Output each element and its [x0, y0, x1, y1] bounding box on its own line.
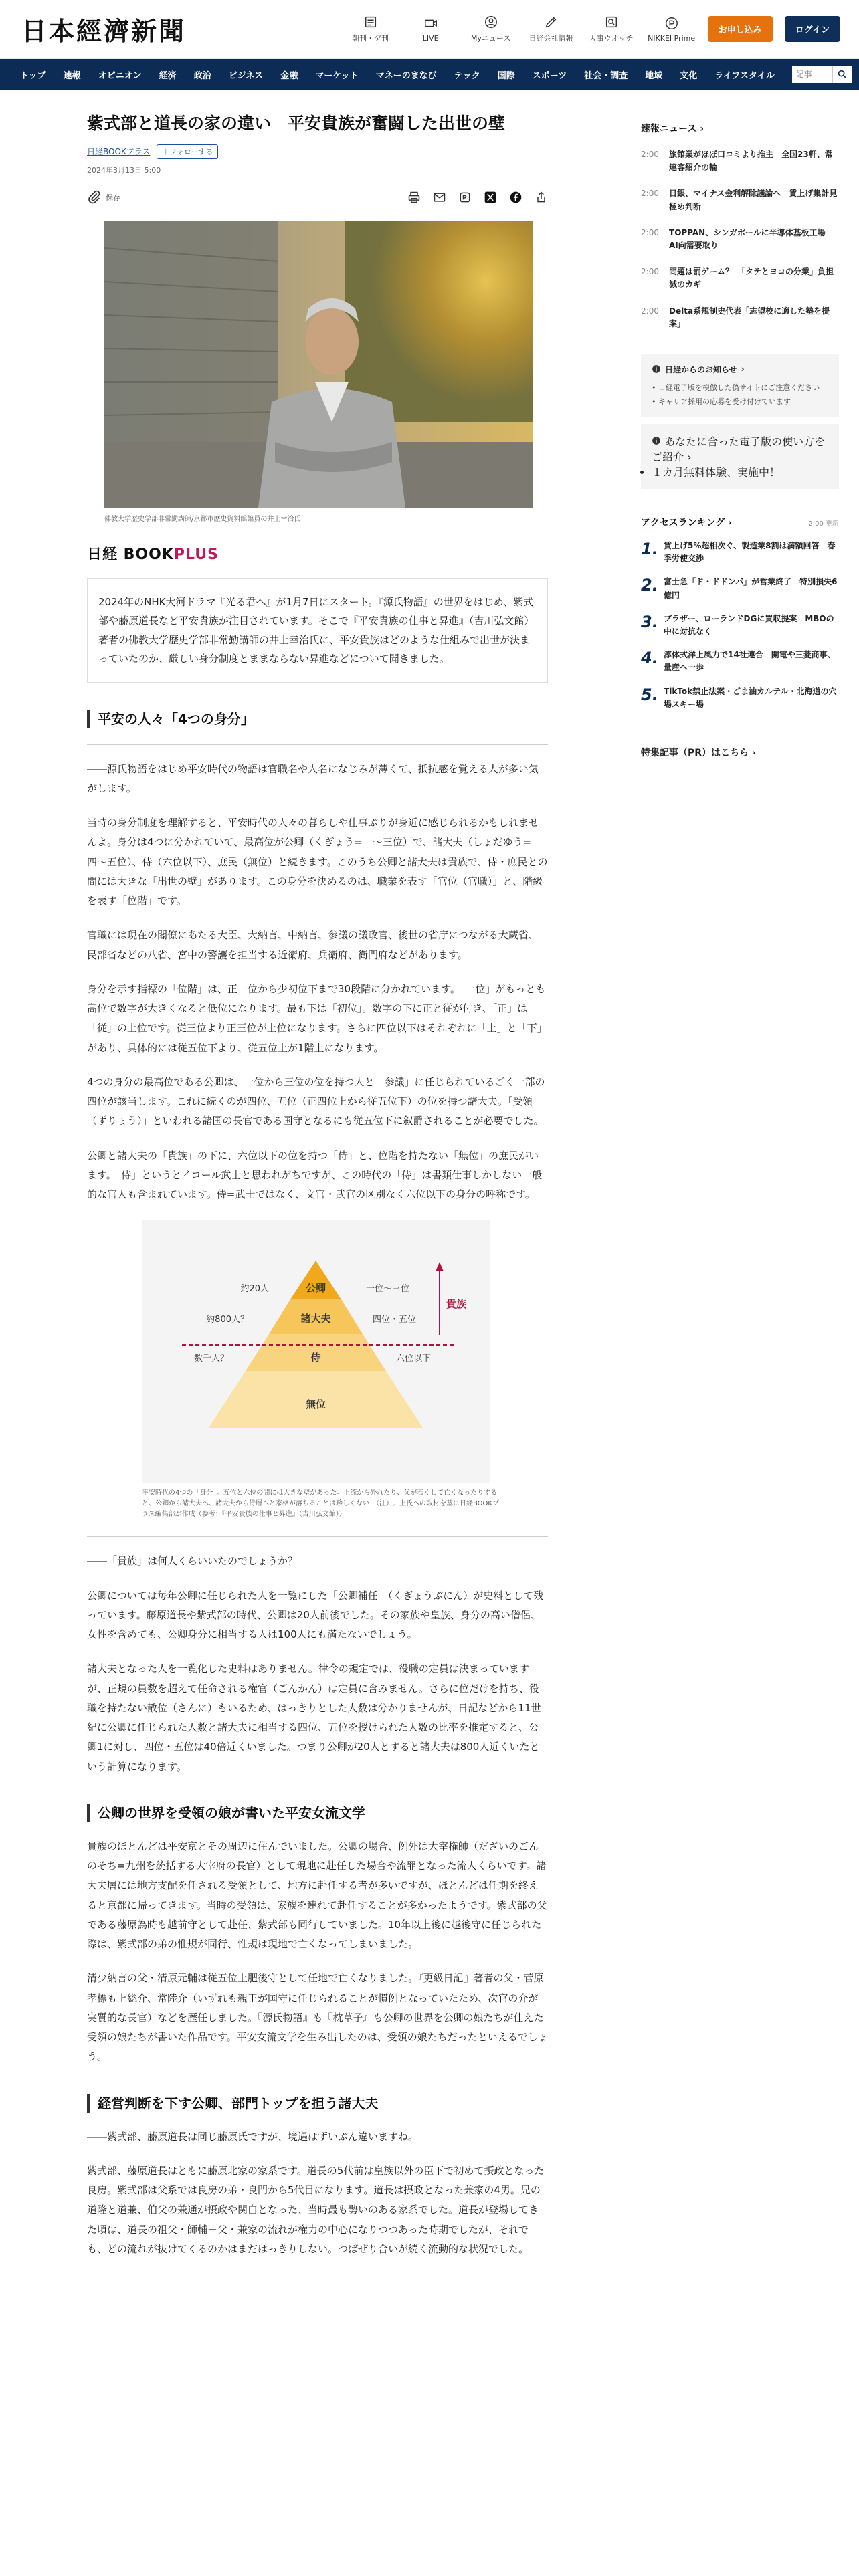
news-headline: 旅館業がほぼ口コミより推主 全国23軒、常連客紹介の輪: [669, 150, 833, 173]
news-time: 2:00: [641, 189, 659, 199]
save-button[interactable]: [87, 190, 120, 205]
nav-item-economy[interactable]: 経済: [159, 70, 177, 81]
newspaper-icon: [363, 15, 378, 29]
fig-mui: 無位: [305, 1398, 326, 1411]
nav-item-sports[interactable]: スポーツ: [532, 70, 567, 81]
news-headline: Delta系規制史代表「志望校に適した塾を提案」: [669, 306, 830, 328]
save-label: 保存: [106, 193, 120, 202]
news-item[interactable]: [641, 187, 839, 213]
fig-range-samurai: 六位以下: [396, 1354, 432, 1364]
body-paragraph: 当時の身分制度を理解すると、平安時代の人々の暮らしや仕事ぶりが身近に感じられるかもしれませんよ。身分は4つに分かれていて、最高位が公卿（くぎょう=一〜三位）で、諸大夫（しょだゆう=四〜五位）、侍（六位以下）、庶民（無位）と続きます。このうち公卿と諸大夫は貴族で、侍・庶民との間には大きな「出世の壁」があります。この身分を決めるのは、職業を表す「官位（官職）」と、階級を表す「位階」です。: [87, 817, 548, 907]
facebook-icon[interactable]: [509, 191, 522, 204]
site-header: [0, 0, 859, 59]
ranking-item[interactable]: [641, 613, 839, 638]
header-prime-label: NIKKEI Prime: [648, 33, 696, 43]
ranking-heading[interactable]: アクセスランキング ›: [641, 518, 732, 529]
pen-icon: [544, 15, 559, 29]
info-title: 日経からのお知らせ: [665, 364, 737, 374]
info-icon: [652, 364, 661, 374]
fig-range-kugyo: 一位〜三位: [366, 1284, 410, 1295]
info-icon: [652, 436, 661, 445]
mynews-icon: [484, 15, 498, 29]
divider: [87, 744, 548, 745]
rank-number: 1.: [641, 540, 658, 559]
nav-item-politics[interactable]: 政治: [193, 70, 211, 81]
fig-kugyo: 公卿: [305, 1282, 326, 1295]
ranking-item[interactable]: [641, 576, 839, 601]
search-icon: [837, 69, 848, 80]
source-link[interactable]: 日経BOOKプラス: [87, 147, 151, 156]
body-paragraph: 公卿については毎年公卿に任じられた人を一覧にした「公卿補任」（くぎょうぶにん）が史料として残っています。藤原道長や紫式部の時代、公卿は20人前後でした。その家族や皇族、身分の高い僧侶、女性を含めても、公卿身分に相当する人は100人にも満たないでしょう。: [87, 1589, 544, 1640]
info-heading[interactable]: 日経からのお知らせ ›: [652, 364, 828, 375]
section-heading-3: 経営判断を下す公卿、部門トップを担う諸大夫: [87, 2094, 548, 2113]
print-icon[interactable]: [407, 191, 421, 204]
ranking-title: アクセスランキング: [641, 518, 725, 529]
info-item[interactable]: • キャリア採用の応募を受け付けています: [652, 396, 828, 408]
plan-item[interactable]: • １カ月無料体験、実施中！: [652, 464, 828, 479]
fig-kizoku: 貴族: [446, 1298, 467, 1311]
news-headline: TOPPAN、シンガポールに半導体基板工場 AI向需要取り: [669, 227, 834, 250]
news-title: 速報ニュース: [641, 124, 697, 134]
body-paragraph: 4つの身分の最高位である公卿は、一位から三位の位を持つ人と「参議」に任じられているごく一部の四位が該当します。これに続くのが四位、五位（正四位上から従五位下）の位を持つ諸大夫。「受領（ずりょう）」といわれる諸国の長官である国守となるにも従五位下に叙爵されることが必要でした。: [87, 1075, 545, 1128]
nav-item-business[interactable]: ビジネス: [228, 70, 264, 81]
rank-headline: 富士急「ド・ドドンパ」が営業終了 特別損失6億円: [664, 577, 838, 600]
nav-search: [792, 66, 852, 83]
news-heading[interactable]: 速報ニュース ›: [641, 124, 704, 134]
news-headline: 日銀、マイナス金利解除議論へ 賃上げ集計見極め判断: [669, 189, 838, 211]
clip-icon: [87, 190, 102, 205]
body-paragraph: ――「貴族」は何人くらいいたのでしょうか？: [87, 1555, 298, 1568]
news-item[interactable]: [641, 265, 839, 291]
header-mynews-link[interactable]: [467, 15, 515, 43]
ranking-item[interactable]: [641, 649, 839, 674]
divider: [87, 1536, 548, 1537]
header-live-label: LIVE: [422, 33, 439, 43]
rank-headline: TikTok禁止法案・ごま油カルテル・北海道の穴場スキー場: [664, 686, 837, 709]
header-mynews-label: Myニュース: [470, 34, 511, 43]
x-icon[interactable]: [484, 191, 497, 204]
sidebar: [641, 90, 839, 2259]
figure-caption: 平安時代の4つの「身分」。五位と六位の間には大きな壁があった。上流から外れたり、父が若くして亡くなったりすると、公卿から諸大夫へ、諸大夫から侍層へと家格が落ちることは珍しくない （注）井上氏への取材を基に日経BOOKプラス編集部が作成（参考：『平安貴族の仕事と昇進』（吉川弘文館））: [142, 1489, 499, 1519]
nav-item-society[interactable]: 社会・調査: [584, 70, 628, 81]
nav-item-tech[interactable]: テック: [454, 70, 480, 81]
rank-number: 5.: [641, 685, 658, 704]
fig-count-shodaibu: 約800人？: [206, 1315, 249, 1325]
share-tools: [407, 191, 548, 204]
news-time: 2:00: [641, 227, 659, 237]
live-icon: [423, 16, 438, 31]
nav-item-breaking[interactable]: 速報: [63, 70, 81, 81]
nav-item-finance[interactable]: 金融: [280, 70, 298, 81]
search-input[interactable]: [792, 66, 832, 83]
news-time: 2:00: [641, 306, 659, 316]
rank-headline: ブラザー、ローランドDGに買収提案 MBOの中に対抗なく: [664, 613, 834, 636]
fig-count-samurai: 数千人？: [193, 1354, 229, 1364]
header-live-link[interactable]: [407, 16, 455, 43]
nav-item-culture[interactable]: 文化: [680, 70, 698, 81]
article-photo: [104, 221, 533, 508]
news-item[interactable]: [641, 148, 839, 174]
rank-number: 4.: [641, 649, 658, 668]
brand-plus: PLUS: [173, 546, 219, 563]
header-paper-label: 朝刊・夕刊: [352, 34, 389, 43]
header-tools: [347, 15, 840, 43]
header-prime-link[interactable]: [648, 16, 696, 43]
plan-heading[interactable]: あなたに合った電子版の使い方をご紹介 ›: [652, 435, 826, 464]
news-item[interactable]: [641, 227, 839, 252]
ranking-item[interactable]: [641, 540, 839, 565]
article-lead: 2024年のNHK大河ドラマ『光る君へ』が1月7日にスタート。『源氏物語』の世界をはじめ、紫式部や藤原道長など平安貴族が注目されています。そこで『平安貴族の仕事と昇進』（吉川弘文館）著者の佛教大学歴史学部非常勤講師の井上幸治氏に、平安貴族はどのような仕組みで出世が決まっていたのか、厳しい身分制度とままならない昇進などについて聞きました。: [87, 578, 548, 683]
ranking-updated: 2:00 更新: [808, 520, 839, 528]
fig-count-kugyo: 約20人: [240, 1284, 269, 1295]
follow-button[interactable]: ＋フォローする: [157, 144, 218, 159]
header-watch-label: 人事ウオッチ: [589, 34, 634, 43]
register-button[interactable]: お申し込み: [708, 16, 773, 42]
photo-caption: 佛教大学歴史学部非常勤講師/京都市歴史資料館館員の井上幸治氏: [104, 515, 301, 523]
nav-item-world[interactable]: 国際: [497, 70, 515, 81]
nav-item-region[interactable]: 地域: [645, 70, 663, 81]
news-time: 2:00: [641, 267, 659, 277]
fig-shodaibu: 諸大夫: [300, 1313, 331, 1325]
news-headline: 問題は罰ゲーム？ 「タテとヨコの分業」負担減のカギ: [669, 267, 834, 290]
plan-box: [641, 424, 839, 489]
ranking-item[interactable]: [641, 685, 839, 711]
search-button[interactable]: [832, 66, 852, 83]
body-paragraph: ――紫式部、藤原道長は同じ藤原氏ですが、境遇はずいぶん違いますね。: [87, 2130, 419, 2143]
content-wrap: [0, 90, 859, 2259]
follow-label: フォローする: [169, 147, 213, 156]
header-watch-link[interactable]: [587, 15, 636, 43]
brand-logo[interactable]: [87, 543, 548, 564]
fig-range-shodaibu: 四位・五位: [373, 1315, 417, 1325]
info-item[interactable]: • 日経電子版を模倣した偽サイトにご注意ください: [652, 382, 828, 394]
nav-item-money[interactable]: マネーのまなび: [375, 70, 437, 81]
fig-samurai: 侍: [310, 1352, 321, 1364]
share-icon[interactable]: [535, 191, 548, 204]
body-paragraph: 官職には現在の閣僚にあたる大臣、大納言、中納言、参議の議政官、後世の省庁につながる大蔵省、民部省などの八省、宮中の警護を担当する近衛府、兵衛府、衛門府などがあります。: [87, 929, 539, 961]
plan-title: あなたに合った電子版の使い方をご紹介: [652, 435, 826, 464]
news-item[interactable]: [641, 305, 839, 330]
rank-headline: 淳体式洋上風力で14社連合 開電や三菱商事、量産へ一歩: [664, 650, 836, 673]
mail-icon[interactable]: [433, 191, 446, 204]
body-paragraph: 紫式部、藤原道長はともに藤原北家の家系です。道長の5代前は皇族以外の臣下で初めて摂政となった良房。紫式部は父系では良房の弟・良門から5代目になります。道長は摂政となった兼家の4男。兄の道隆と道兼、伯父の兼通が摂政や関白となった、当時最も勢いのある家系でした。道長が登場してきた頃は、道長の祖父・師輔－父・兼家の流れが権力の中心になりつつあった時期でしたが、それでも、どの流れが抜けてくるのかはまだはっきりしない。つばぜり合いが続く流動的な状況でした。: [87, 2164, 545, 2255]
article-main: [87, 90, 548, 2259]
header-company-label: 日経会社情報: [529, 34, 573, 43]
rank-number: 2.: [641, 576, 658, 595]
rank-pyramid-figure: [142, 1220, 490, 1483]
article-date: 2024年3月13日 5:00: [87, 165, 161, 175]
bookmark-icon[interactable]: [458, 191, 472, 204]
nav-item-lifestyle[interactable]: ライフスタイル: [714, 70, 775, 81]
news-time: 2:00: [641, 150, 659, 159]
body-paragraph: 貴族のほとんどは平安京とその周辺に住んでいました。公卿の場合、例外は大宰権帥（だざいのごんのそち=九州を統括する大宰府の長官）として現地に赴任した場合や流罪となった流人くらいです。諸大夫層には地方支配を任される受領として、地方に赴任する者が多いですが、ほとんどは任期を終えると京都に帰ってきます。当時の受領は、家族を連れて赴任することが多かったようです。紫式部の父である藤原為時も越前守として赴任、紫式部も同行していました。10年以上後に越後守に任じられた際は、紫式部の弟の惟規が同行、惟規は現地で亡くなってしまいました。: [87, 1840, 547, 1950]
section-heading-2: 公卿の世界を受領の娘が書いた平安女流文学: [87, 1804, 548, 1822]
portrait-photo-art: [104, 221, 533, 508]
article-meta: [87, 144, 548, 159]
header-company-link[interactable]: [527, 15, 575, 43]
site-logo[interactable]: 日本經濟新聞: [21, 16, 187, 46]
body-paragraph: 身分を示す指標の「位階」は、正一位から少初位下まで30段階に分かれています。「一位」がもっとも高位で数字が大きくなると低位になります。最も下は「初位」。数字の下に正と従が付き、「正」は「従」の上位です。従三位より正三位が上位になります。さらに四位以下はそれぞれに「上」と「下」があり、具体的には従五位下より、従五位上が1階上になります。: [87, 982, 547, 1054]
watch-icon: [604, 15, 619, 29]
main-nav: [0, 59, 859, 90]
info-box: [641, 354, 839, 417]
article-title: 紫式部と道長の家の違い 平安貴族が奮闘した出世の壁: [87, 114, 506, 133]
nav-item-top[interactable]: トップ: [20, 70, 46, 81]
nav-item-market[interactable]: マーケット: [315, 70, 359, 81]
login-button[interactable]: ログイン: [785, 16, 840, 42]
pr-link[interactable]: 特集記事（PR）はこちら ›: [641, 747, 756, 758]
prime-icon: [664, 16, 679, 31]
brand-main: 日経 BOOK: [87, 546, 174, 563]
nav-item-opinion[interactable]: オピニオン: [98, 70, 142, 81]
header-paper-link[interactable]: [347, 15, 395, 43]
article-tools: [87, 190, 548, 213]
section-heading-1: 平安の人々「4つの身分」: [87, 710, 548, 728]
body-paragraph: 清少納言の父・清原元輔は従五位上肥後守として任地で亡くなりました。『更級日記』著者の父・菅原孝標も上総介、常陸介（いずれも親王が国守に任じられることが慣例となっていたため、次官の介が実質的な長官）などを歴任しました。『源氏物語』も『枕草子』も公卿の世界を公卿の娘たちが仕えた受領の娘たちが書いた作品です。平安女流文学を生み出したのは、受領の娘たちだったといえるでしょう。: [87, 1972, 548, 2063]
body-paragraph: 諸大夫となった人を一覧化した史料はありません。律令の規定では、役職の定員は決まっていますが、正規の員数を超えて任命される権官（ごんかん）は定員に含みません。さらに位だけを持ち、役職を持たない散位（さんに）もいるため、はっきりとした人数は分かりませんが、日記などから11世紀に公卿に任じられた人数と諸大夫に相当する四位、五位を授けられた人数の比率を推定すると、公卿1に対し、四位・五位は40倍近くいました。つまり公卿が20人とすると諸大夫は800人近くいたという計算になります。: [87, 1662, 541, 1773]
rank-number: 3.: [641, 612, 658, 631]
ranking-header: [641, 516, 839, 529]
rank-headline: 賃上げ5%超相次ぐ、製造業8割は満額回答 春季労使交渉: [664, 541, 836, 564]
pyramid-diagram: [142, 1220, 490, 1483]
body-paragraph: ――源氏物語をはじめ平安時代の物語は官職名や人名になじみが薄くて、抵抗感を覚える人が多い気がします。: [87, 762, 539, 794]
pr-title: 特集記事（PR）はこちら: [641, 747, 749, 758]
body-paragraph: 公卿と諸大夫の「貴族」の下に、六位以下の位を持つ「侍」と、位階を持たない「無位」の庶民がいます。「侍」というとイコール武士と思われがちですが、この時代の「侍」は書類仕事しかしない一般的な官人も含まれています。侍=武士ではなく、文官・武官の区別なく六位以下の身分の呼称です。: [87, 1149, 543, 1200]
